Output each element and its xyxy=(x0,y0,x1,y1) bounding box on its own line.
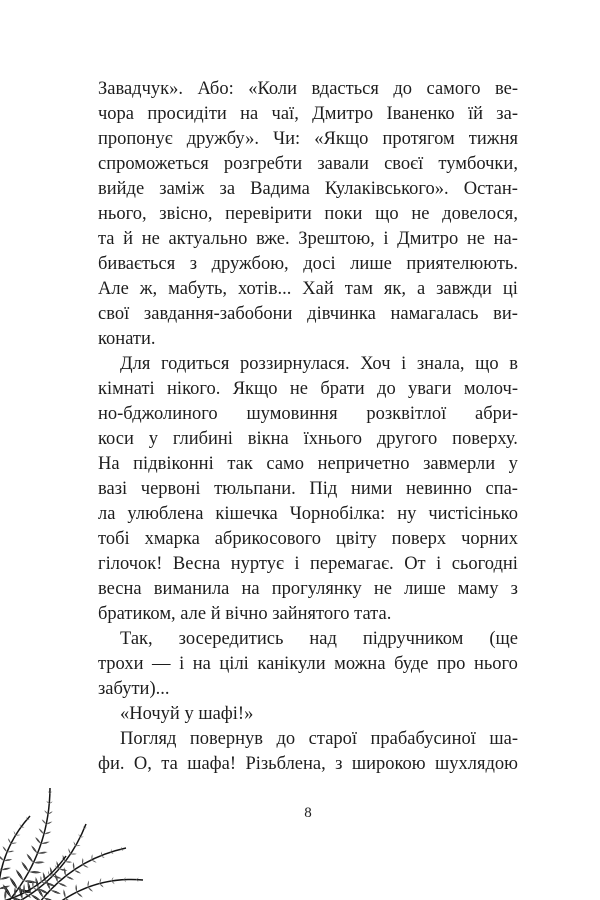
text-line: На підвіконні так само непричетно завмерли у xyxy=(98,454,518,474)
fern-leaflet-vein xyxy=(21,861,28,872)
fern-leaflet-vein xyxy=(74,841,76,846)
text-line: вийде заміж за Вадима Кулаківського». Остан- xyxy=(98,179,518,199)
page-text xyxy=(98,77,518,777)
text-line: Погляд повернув до старої прабабусиної ша- xyxy=(120,729,518,749)
fern-leaflet-vein xyxy=(27,854,34,863)
fern-leaflet-vein xyxy=(3,846,8,852)
fern-leaflet-vein xyxy=(73,862,74,870)
fern-leaflet-vein xyxy=(68,848,70,854)
text-line: забути)... xyxy=(98,679,170,699)
text-line: братиком, але й вічно зайнятого тата. xyxy=(98,604,392,624)
text-line: свої завдання-забобони дівчинка намагалась ви- xyxy=(98,304,518,324)
text-line: нього, звісно, перевірити поки що не довелося, xyxy=(98,204,518,224)
fern-leaflet-vein xyxy=(35,837,41,844)
text-line: весна виманила на прогулянку не лише маму з xyxy=(98,579,518,599)
text-line: но-бджолиного шумовиння розквітлої абри- xyxy=(98,404,518,424)
text-line: конати. xyxy=(98,329,156,349)
text-line: тобі хмарка абрикосового цвіту поверх чорних xyxy=(98,529,518,549)
text-line: трохи — і на цілі канікули можна буде про нього xyxy=(98,654,518,674)
fern-leaflet-vein xyxy=(92,860,97,863)
fern-leaflet-vein xyxy=(50,890,61,894)
fern-leaflet-vein xyxy=(66,876,74,880)
fern-leaflet-vein xyxy=(41,876,42,882)
text-line: Завадчук». Або: «Коли вдасться до самого ве- xyxy=(98,79,518,99)
fern-leaflet-vein xyxy=(44,810,48,814)
fern-leaflet-vein xyxy=(56,865,57,869)
fern-leaflet-vein xyxy=(74,870,81,874)
fern-leaflet-vein xyxy=(39,828,44,834)
text-line: спроможеться розгребти завали своєї тумбочки, xyxy=(98,154,518,174)
text-line: кімнаті нікого. Якщо не брати до уваги молоч- xyxy=(98,379,518,399)
fern-leaflet-vein xyxy=(42,819,47,824)
fern-leaflet-vein xyxy=(77,892,83,897)
fern-leaflet-vein xyxy=(14,831,16,836)
text-line: гілочок! Весна нуртує і перемагає. От і сьогодні xyxy=(98,554,518,574)
fern-leaflet-vein xyxy=(16,869,24,881)
text-line: пропонує дружбу». Чи: «Якщо протягом тижня xyxy=(98,129,518,149)
paragraph xyxy=(98,727,518,777)
fern-leaflet-vein xyxy=(58,883,67,887)
fern-leaflet-vein xyxy=(48,871,49,876)
text-line: Так, зосередитись над підручником (ще xyxy=(120,629,518,649)
fern-leaflet-vein xyxy=(8,838,11,844)
fern-leaflet-vein xyxy=(31,845,37,853)
fern-leaflet-vein xyxy=(83,865,89,868)
fern-leaflet-vein xyxy=(37,887,43,898)
fern-leaflet-vein xyxy=(111,852,114,854)
fern-leaflet-vein xyxy=(100,884,104,888)
fern-stem xyxy=(0,816,30,894)
fern-leaflet-vein xyxy=(79,834,81,838)
page-number: 8 xyxy=(304,805,312,821)
text-line: чора просидіти на чаї, Дмитро Іваненко їй за- xyxy=(98,104,518,124)
paragraph xyxy=(98,352,518,627)
text-line: «Ночуй у шафі!» xyxy=(120,704,254,724)
fern-stem xyxy=(40,848,126,900)
text-line: вазі червоні тюльпани. Під ними невинно спа- xyxy=(98,479,518,499)
text-line: Але ж, мабуть, хотів... Хай там як, а завжди ці xyxy=(98,279,518,299)
fern-illustration xyxy=(0,784,152,900)
paragraph xyxy=(98,627,518,702)
text-line: коси у глибині вікна їхнього другого поверху. xyxy=(98,429,518,449)
paragraph xyxy=(98,77,518,352)
fern-leaflet-vein xyxy=(65,862,72,863)
fern-leaflet-vein xyxy=(101,856,105,858)
text-line: фи. О, та шафа! Різьблена, з широкою шухлядою xyxy=(98,754,518,774)
paragraph xyxy=(98,702,518,727)
fern-leaflet-vein xyxy=(88,887,93,892)
fern-leaflet-vein xyxy=(9,877,17,890)
text-line: бивається з дружбою, досі лише приятелюють. xyxy=(98,254,518,274)
fern-stem xyxy=(60,879,143,900)
fern-leaflet-vein xyxy=(0,855,4,861)
text-line: ла улюблена кішечка Чорнобілка: ну чистісінько xyxy=(98,504,518,524)
text-line: Для годиться роззирнулася. Хоч і знала, що в xyxy=(120,354,518,374)
text-line: та й не актуально вже. Зрештою, і Дмитро не на- xyxy=(98,229,518,249)
